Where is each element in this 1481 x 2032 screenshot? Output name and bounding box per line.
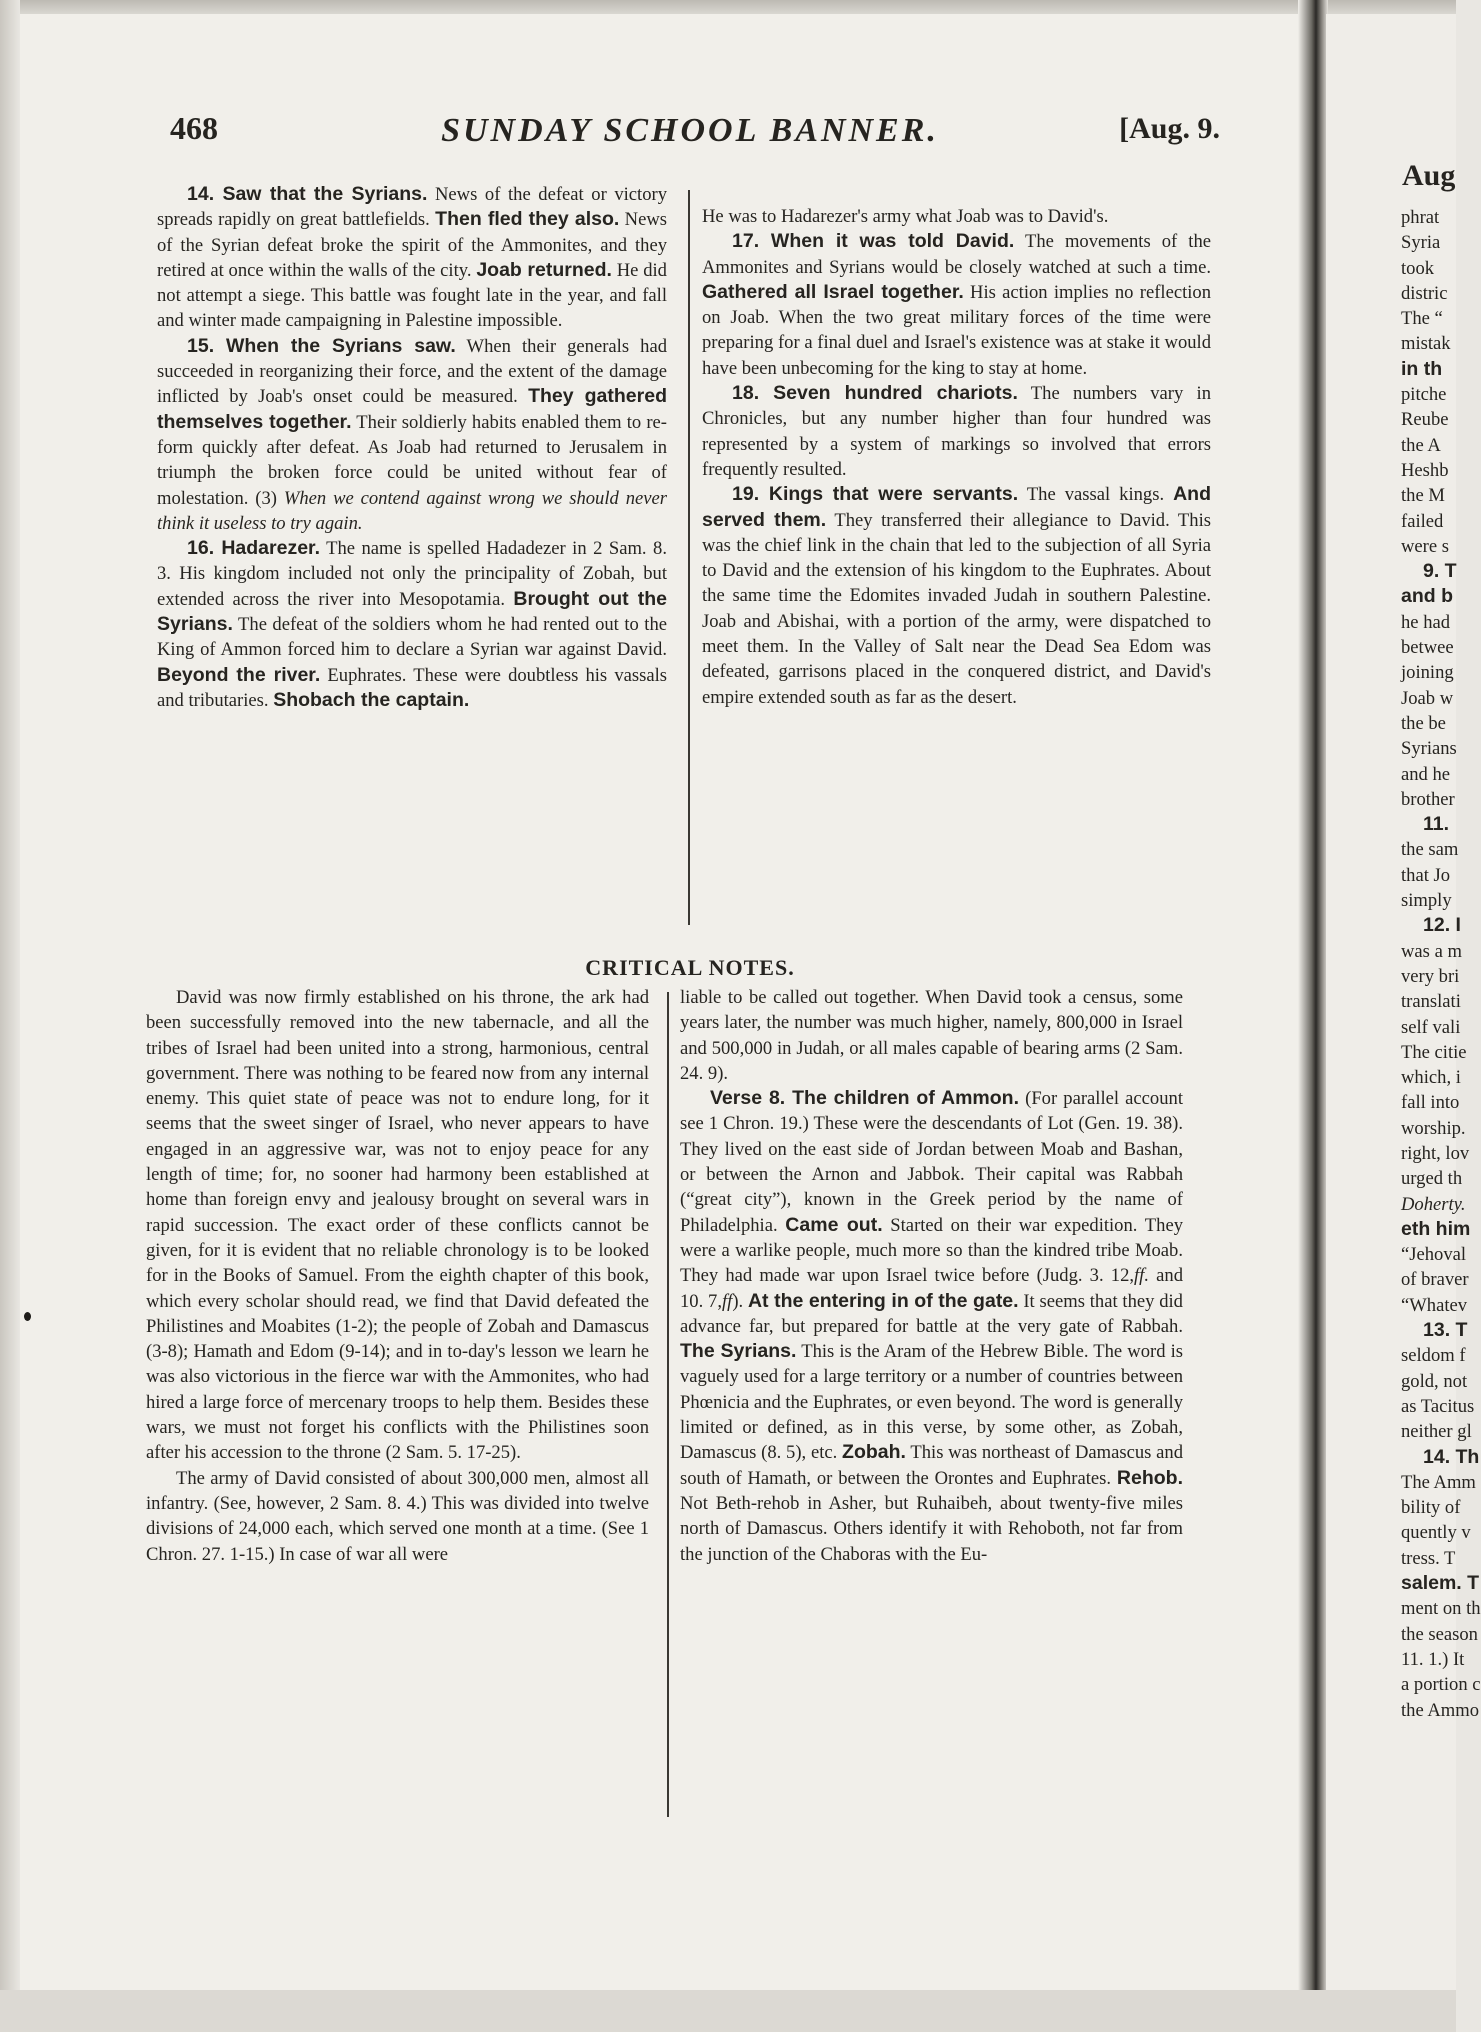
critical-notes-column-left: [146, 985, 649, 1567]
facing-page-text: [1401, 205, 1481, 1723]
facing-page-line: The citie: [1401, 1041, 1467, 1063]
page-number: 468: [170, 110, 218, 146]
lesson-keyword: 18. Seven hundred chariots.: [732, 382, 1018, 405]
journal-title: SUNDAY SCHOOL BANNER.: [441, 112, 939, 149]
paragraph: [680, 985, 1183, 1086]
lesson-keyword: Shobach the captain.: [273, 688, 470, 711]
margin-mark: [24, 1312, 31, 1321]
facing-page-line: The Amm: [1401, 1471, 1476, 1493]
facing-page-line: tress. T: [1401, 1547, 1456, 1569]
facing-page-line: neither gl: [1401, 1421, 1472, 1443]
facing-page-line: the season: [1401, 1623, 1478, 1645]
paragraph: [146, 985, 649, 1466]
facing-page-line: right, lov: [1401, 1142, 1470, 1164]
facing-page-line: phrat: [1401, 207, 1440, 228]
facing-page-line: brother: [1401, 788, 1455, 810]
section-heading: CRITICAL NOTES.: [585, 955, 795, 980]
paragraph: [157, 536, 667, 713]
lesson-keyword: 16. Hadarezer.: [187, 537, 320, 560]
body-text: It seems that they did advance far, but prepared for battle at the very gate of Rabbah.: [680, 1290, 1183, 1337]
body-text: The defeat of the soldiers whom he had rented out to the King of Ammon forced him to declare a Syrian war against David.: [157, 614, 667, 661]
lesson-keyword: 14. Saw that the Syrians.: [187, 183, 428, 205]
book-gutter: [1298, 0, 1328, 2032]
facing-page-line: urged th: [1401, 1168, 1463, 1190]
lesson-keyword: They gathered themselves together.: [157, 385, 667, 433]
facing-page-line: Heshb: [1401, 459, 1449, 481]
lesson-keyword: Came out.: [785, 1213, 883, 1236]
facing-page-line: Syria: [1401, 232, 1441, 254]
facing-page-line: the Ammo: [1401, 1699, 1479, 1721]
facing-page-line: of braver: [1401, 1269, 1469, 1291]
body-text: and 10. 7,: [680, 1265, 1183, 1312]
column-rule-lower: [667, 992, 669, 1817]
paragraph: [157, 182, 667, 334]
facing-page-line: and b: [1401, 585, 1453, 608]
facing-page-line: 11.: [1423, 813, 1450, 836]
facing-page-line: mistak: [1401, 333, 1451, 355]
body-text: The army of David consisted of about 300,000 men, almost all infantry. (See, however, 2 Sam. 8. 4.) This was divided into twelve divisions of 24,000 each, which served one month at a time. (See 1 Chron. 27. 1-15.) In case of war all were: [146, 1467, 649, 1565]
facing-page-line: the sam: [1401, 839, 1459, 861]
facing-page-line: translati: [1401, 991, 1461, 1013]
facing-page-line: seldom f: [1401, 1345, 1466, 1367]
facing-page-line: took: [1401, 257, 1435, 279]
lesson-keyword: The Syrians.: [680, 1340, 797, 1363]
facing-page-line: gold, not: [1401, 1370, 1468, 1392]
body-text: His action implies no reflection on Joab. When the two great military forces of the time were preparing for a final duel and Israel's existence was at stake it would have been unbecoming for the king to stay at home.: [702, 281, 1212, 379]
facing-page-line: were s: [1401, 535, 1450, 557]
italic-text: ff: [721, 1290, 733, 1312]
issue-date: [Aug. 9.: [1119, 112, 1220, 145]
body-text: When their generals had succeeded in reorganizing their force, and the extent of the damage inflicted by Joab's onset could be measured.: [157, 335, 667, 408]
body-text: David was now firmly established on his throne, the ark had been successfully removed into the new tabernacle, and all the tribes of Israel had been united into a strong, harmonious, central government. There was nothing to be feared now from any internal enemy. This quiet state of peace was not to endure long, for it seems that the sweet singer of Israel, who never appears to have engaged in an aggressive war, was not to enjoy peace for any length of time; for, no sooner had harmony been established at home than foreign envy and jealousy brought on several wars in rapid succession. The exact order of these conflicts cannot be given, for it is evident that no reliable chronology is to be looked for in the Books of Samuel. From the eighth chapter of this book, which every scholar should read, we find that David defeated the Philistines and Moabites (1-2); the people of Zobah and Damascus (3-8); Hamath and Edom (9-14); and in to-day's lesson we learn he was also victorious in the fierce war with the Ammonites, who had hired a large force of mercenary troops to help them. Besides these wars, we must not forget his conflicts with the Philistines soon after his accession to the throne (2 Sam. 5. 17-25).: [146, 987, 649, 1464]
facing-page-line: Joab w: [1401, 687, 1454, 709]
facing-page-line: very bri: [1401, 965, 1460, 987]
facing-page-line: 13. T: [1423, 1319, 1468, 1342]
body-text: He was to Hadarezer's army what Joab was to David's.: [702, 206, 1109, 227]
facing-page-line: which, i: [1401, 1067, 1461, 1089]
critical-notes-column-right: [680, 985, 1183, 1567]
facing-page-line: as Tacitus: [1401, 1395, 1475, 1417]
facing-page-line: distric: [1401, 282, 1448, 304]
italic-text: ff.: [1134, 1265, 1149, 1287]
scan-shadow-left: [0, 0, 20, 2032]
facing-page-line: The “: [1401, 308, 1443, 330]
body-text: News of the defeat or victory spreads rapidly on great battlefields.: [157, 184, 668, 231]
lesson-keyword: Joab returned.: [476, 258, 612, 281]
facing-page-line: 9. T: [1423, 560, 1457, 583]
exposition-column-left: [157, 182, 667, 713]
facing-page-line: “Whatev: [1401, 1294, 1468, 1316]
facing-page-line: failed: [1401, 510, 1444, 532]
facing-page-line: bility of: [1401, 1497, 1461, 1519]
body-text: The movements of the Ammonites and Syrians would be closely watched at such a time.: [702, 231, 1211, 278]
body-text: (For parallel account see 1 Chron. 19.) These were the descendants of Lot (Gen. 19. 38). They lived on the east side of Jordan between Moab and Bashan, or between the Arnon and Jabbok. Their capital was Rabbah (“great city”), known in the Greek period by the name of Philadelphia.: [680, 1088, 1183, 1236]
facing-page-line: a portion c: [1401, 1674, 1481, 1696]
body-text: They transferred their allegiance to David. This was the chief link in the chain that led to the subjection of all Syria to David and the extension of his kingdom to the Euphrates. About the same time the Edomites invaded Judah in southern Palestine. Joab and Abishai, with a portion of the army, were dispatched to meet them. In the Valley of Salt near the Dead Sea Edom was defeated, garrisons placed in the conquered district, and David's empire extended south as far as the desert.: [702, 509, 1211, 708]
body-text: News of the Syrian defeat broke the spirit of the Ammonites, and they retired at once within the walls of the city.: [157, 209, 667, 281]
facing-page-line: 11. 1.) It: [1401, 1648, 1465, 1670]
facing-page-line: “Jehoval: [1401, 1244, 1467, 1266]
body-text: The name is spelled Hadadezer in 2 Sam. 8. 3. His kingdom included not only the principality of Zobah, but extended across the river into Mesopotamia.: [157, 538, 667, 610]
lesson-keyword: 19. Kings that were servants.: [732, 483, 1019, 506]
facing-page-line: Syrians: [1401, 738, 1457, 760]
paragraph: [702, 204, 1211, 229]
body-text: Euphrates. These were doubtless his vassals and tributaries.: [157, 664, 667, 711]
lesson-keyword: At the entering in of the gate.: [747, 1289, 1019, 1312]
italic-text: When we contend against wrong we should never think it useless to try again.: [157, 487, 667, 534]
body-text: ).: [732, 1290, 748, 1312]
body-text: Not Beth-rehob in Asher, but Ruhaibeh, about twenty-five miles north of Damascus. Others identify it with Rehoboth, not far from the junction of the Chaboras with the Eu-: [680, 1492, 1183, 1565]
body-text: liable to be called out together. When David took a census, some years later, the number was much higher, namely, 800,000 in Israel and 500,000 in Judah, or all males capable of bearing arms (2 Sam. 24. 9).: [680, 987, 1183, 1084]
paragraph: [702, 482, 1211, 710]
exposition-column-right: [702, 204, 1211, 710]
lesson-keyword: And served them.: [702, 483, 1211, 531]
lesson-keyword: Beyond the river.: [157, 663, 321, 686]
running-head: [140, 110, 1240, 160]
facing-page-line: and he: [1401, 763, 1451, 785]
facing-page-line: the be: [1401, 712, 1446, 734]
facing-page-line: he had: [1401, 611, 1451, 633]
lesson-keyword: Zobah.: [842, 1441, 906, 1464]
lesson-keyword: Rehob.: [1116, 1466, 1183, 1489]
body-text: This is the Aram of the Hebrew Bible. The word is vaguely used for a large territory or a number of countries between Phœnicia and the Euphrates, or even beyond. The word is generally limited or defined, as in this verse, by some other, as Zobah, Damascus (8. 5), etc.: [680, 1341, 1184, 1464]
facing-page-line: self vali: [1401, 1016, 1461, 1038]
facing-page-line: salem. T: [1401, 1572, 1480, 1595]
body-text: He did not attempt a siege. This battle was fought late in the year, and fall and winter made campaigning in Palestine impossible.: [157, 259, 667, 332]
facing-page-line: Doherty.: [1401, 1193, 1466, 1215]
lesson-keyword: Gathered all Israel together.: [702, 280, 964, 303]
lesson-keyword: Verse 8. The children of Ammon.: [710, 1087, 1020, 1110]
facing-page-line: betwee: [1401, 637, 1454, 659]
facing-page-line: simply: [1401, 890, 1452, 912]
facing-page-line: joining: [1401, 662, 1454, 684]
lesson-keyword: 17. When it was told David.: [732, 230, 1015, 253]
facing-page-line: that Jo: [1401, 864, 1451, 886]
facing-page-line: the A: [1401, 434, 1441, 456]
facing-page-running-head: Aug: [1402, 159, 1456, 192]
facing-page-line: pitche: [1401, 384, 1447, 406]
scan-bottom-edge: [0, 1990, 1456, 2032]
facing-page-line: was a m: [1401, 940, 1462, 962]
facing-page-line: fall into: [1401, 1092, 1460, 1114]
body-text: The vassal kings.: [1018, 484, 1174, 506]
facing-page-line: quently v: [1401, 1522, 1471, 1544]
body-text: This was northeast of Damascus and south of Hamath, or between the Orontes and Euphrates.: [680, 1442, 1184, 1489]
paragraph: [702, 229, 1211, 381]
facing-page-line: worship.: [1401, 1117, 1466, 1139]
facing-page-line: 12. I: [1423, 914, 1461, 937]
body-text: Their soldierly habits enabled them to re-form quickly after defeat. As Joab had returned to Jerusalem in triumph the broken force could be united without fear of molestation. (3): [157, 411, 668, 509]
lesson-keyword: Then fled they also.: [435, 208, 620, 231]
paragraph: [157, 334, 667, 536]
lesson-keyword: Brought out the Syrians.: [157, 587, 667, 636]
facing-page-line: Reube: [1401, 409, 1449, 431]
paragraph: [680, 1086, 1183, 1567]
facing-page-line: 14. Th: [1423, 1445, 1480, 1468]
facing-page-line: ment on th: [1401, 1598, 1481, 1620]
facing-page-line: in th: [1401, 357, 1443, 380]
facing-page-line: eth him: [1401, 1217, 1471, 1240]
body-text: Started on their war expedition. They were a warlike people, much more so than the kindred tribe Moab. They had made war upon Israel twice before (Judg. 3. 12,: [680, 1214, 1183, 1287]
facing-page-line: the M: [1401, 485, 1445, 507]
body-text: The numbers vary in Chronicles, but any number higher than four hundred was represented by a system of markings so involved that errors frequently resulted.: [702, 383, 1211, 480]
column-rule-upper: [688, 190, 690, 925]
lesson-keyword: 15. When the Syrians saw.: [187, 334, 456, 357]
paragraph: [146, 1466, 649, 1567]
paragraph: [702, 381, 1211, 482]
